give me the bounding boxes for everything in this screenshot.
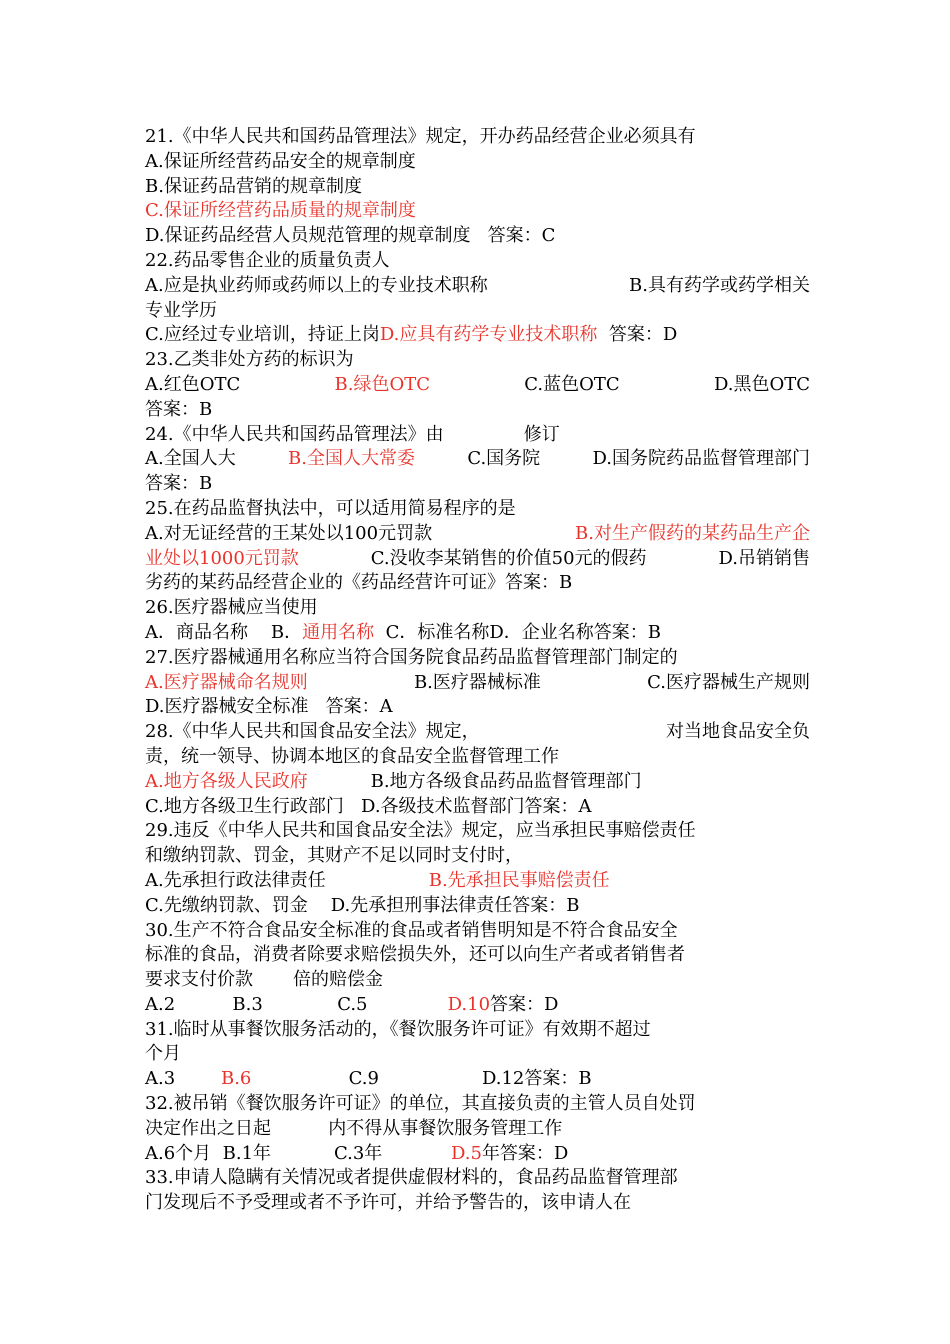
answer-highlight-text: B.6 — [220, 1068, 252, 1090]
text-line — [145, 671, 810, 696]
text-segment: 答案：D — [597, 324, 678, 346]
answer-highlight-text: D.应具有药学专业技术职称 — [379, 324, 598, 346]
text-segment: A.先承担行政法律责任 — [145, 869, 326, 891]
text-segment: 要求支付价款 — [145, 969, 253, 991]
text-segment: 对当地食品安全负 — [666, 721, 810, 743]
text-segment: 年答案：D — [481, 1142, 569, 1164]
answer-highlight-text: B.对生产假药的某药品生产企 — [575, 522, 810, 544]
text-line — [145, 646, 810, 671]
text-segment: B.具有药学或药学相关 — [629, 274, 810, 296]
text-line — [145, 373, 810, 398]
text-segment: 33.申请人隐瞒有关情况或者提供虚假材料的，食品药品监督管理部 — [145, 1167, 678, 1189]
text-line — [145, 571, 810, 596]
text-line — [145, 1018, 810, 1043]
text-segment: 答案：B — [145, 398, 213, 420]
text-line — [145, 1191, 810, 1216]
text-segment: B.地方各级食品药品监督管理部门 — [307, 770, 642, 792]
text-segment: 答案：B — [145, 473, 213, 495]
text-line — [145, 150, 810, 175]
text-segment: A.红色OTC — [145, 373, 241, 395]
text-segment: 答案：C — [470, 225, 556, 247]
text-segment: 25.在药品监督执法中，可以适用简易程序的是 — [145, 497, 516, 519]
text-line — [145, 968, 810, 993]
text-line — [145, 447, 810, 472]
text-line — [145, 1067, 810, 1092]
text-segment: B.医疗器械标准 — [413, 671, 541, 693]
text-segment: C.医疗器械生产规则 — [647, 671, 810, 693]
text-segment: 答案：A — [308, 696, 393, 718]
text-line — [145, 125, 810, 150]
text-segment: 31.临时从事餐饮服务活动的，《餐饮服务许可证》有效期不超过 — [145, 1018, 651, 1040]
text-line — [145, 1092, 810, 1117]
text-line — [145, 175, 810, 200]
text-line — [145, 497, 810, 522]
text-segment: D.各级技术监督部门答案：A — [343, 795, 592, 817]
text-segment: C.地方各级卫生行政部门 — [145, 795, 344, 817]
text-segment: A.全国人大 — [145, 448, 236, 470]
text-segment: 决定作出之日起 — [145, 1117, 271, 1139]
text-segment: C.5 — [262, 993, 368, 1015]
text-segment: 修订 — [443, 423, 560, 445]
text-segment: 答案：D — [490, 993, 559, 1015]
answer-highlight-text: D.5 — [450, 1142, 482, 1164]
text-segment: 29.违反《中华人民共和国食品安全法》规定，应当承担民事赔偿责任 — [145, 820, 696, 842]
answer-highlight-text: C. — [145, 200, 164, 222]
text-segment: D.12答案：B — [378, 1068, 592, 1090]
text-line — [145, 596, 810, 621]
text-line — [145, 398, 810, 423]
answer-highlight-text: 通用名称 — [302, 621, 375, 643]
text-segment: D.吊销销售 — [718, 547, 810, 569]
text-segment: C.应经过专业培训，持证上岗 — [145, 324, 380, 346]
text-segment: C.3年 — [271, 1142, 383, 1164]
text-segment: 劣药的某药品经营企业的《药品经营许可证》答案：B — [145, 572, 573, 594]
text-segment — [368, 993, 448, 1018]
answer-highlight-text: D.10 — [447, 993, 491, 1015]
text-line — [145, 745, 810, 770]
text-segment: 32.被吊销《餐饮服务许可证》的单位，其直接负责的主管人员自处罚 — [145, 1093, 696, 1115]
text-segment: C.蓝色OTC — [524, 373, 620, 395]
text-segment: 21.《中华人民共和国药品管理法》规定，开办药品经营企业必须具有 — [145, 126, 696, 147]
text-segment: A.3 — [145, 1068, 176, 1090]
text-line — [145, 993, 810, 1018]
text-segment: D.医疗器械安全标准 — [145, 696, 309, 718]
text-segment: C.国务院 — [467, 448, 541, 470]
text-segment: A．商品名称 — [145, 621, 248, 643]
answer-highlight-text: B.全国人大常委 — [288, 448, 415, 470]
text-line — [145, 1166, 810, 1191]
text-line — [145, 1042, 810, 1067]
text-segment: A.2 — [145, 993, 176, 1015]
text-segment: 27.医疗器械通用名称应当符合国务院食品药品监督管理部门制定的 — [145, 646, 678, 668]
text-segment: 内不得从事餐饮服务管理工作 — [271, 1117, 563, 1139]
text-segment: A.6个月 — [145, 1142, 212, 1164]
text-line — [145, 621, 810, 646]
text-segment: D.保证药品经营人员规范管理的规章制度 — [145, 225, 471, 247]
text-segment: 28.《中华人民共和国食品安全法》规定， — [145, 721, 480, 743]
text-line — [145, 1117, 810, 1142]
text-line — [145, 844, 810, 869]
text-segment: B.3 — [175, 993, 263, 1015]
text-line — [145, 943, 810, 968]
text-segment: 22.药品零售企业的质量负责人 — [145, 249, 390, 271]
text-line — [145, 423, 810, 448]
text-segment: 23.乙类非处方药的标识为 — [145, 349, 354, 371]
answer-highlight-text: B.绿色OTC — [334, 373, 431, 395]
text-segment: 责，统一领导、协调本地区的食品安全监督管理工作 — [145, 745, 559, 767]
text-line — [145, 547, 810, 572]
text-segment: 和缴纳罚款、罚金，其财产不足以同时支付时， — [145, 845, 523, 867]
text-segment: B.保证药品营销的规章制度 — [145, 175, 362, 197]
text-line — [145, 224, 810, 249]
answer-highlight-text: 业处以1000元罚款 — [145, 547, 299, 569]
text-line — [145, 323, 810, 348]
answer-highlight-text: 保证所经营药品质量的规章制度 — [163, 200, 416, 222]
text-segment: C.先缴纳罚款、罚金 — [145, 894, 308, 916]
text-segment: C.9 — [251, 1068, 379, 1090]
text-line — [145, 249, 810, 274]
text-line — [145, 770, 810, 795]
text-segment: 个月 — [145, 1043, 181, 1065]
text-segment: D.国务院药品监督管理部门 — [592, 448, 810, 470]
text-segment: C.没收李某销售的价值50元的假药 — [370, 547, 647, 569]
text-segment — [382, 1142, 451, 1167]
text-line — [145, 299, 810, 324]
text-line — [145, 695, 810, 720]
text-line — [145, 199, 810, 224]
text-line — [145, 472, 810, 497]
text-segment: D．企业名称答案：B — [489, 621, 662, 643]
answer-highlight-text: A.地方各级人民政府 — [145, 770, 308, 792]
answer-highlight-text: B.先承担民事赔偿责任 — [428, 869, 610, 891]
text-line — [145, 919, 810, 944]
answer-highlight-text: A.医疗器械命名规则 — [145, 671, 308, 693]
text-segment: 门发现后不予受理或者不予许可，并给予警告的，该申请人在 — [145, 1192, 631, 1214]
text-line — [145, 1142, 810, 1167]
text-segment: A.对无证经营的王某处以100元罚款 — [145, 522, 433, 544]
text-segment: B.1年 — [211, 1142, 272, 1164]
text-segment: 专业学历 — [145, 299, 217, 321]
text-segment: D.黑色OTC — [713, 373, 810, 395]
text-segment: D.先承担刑事法律责任答案：B — [307, 894, 580, 916]
text-segment: 倍的赔偿金 — [253, 969, 384, 991]
text-segment: B． — [248, 621, 303, 643]
text-line — [145, 522, 810, 547]
text-line — [145, 869, 810, 894]
text-segment — [326, 869, 429, 894]
text-segment: A.应是执业药师或药师以上的专业技术职称 — [145, 274, 488, 296]
text-segment: C．标准名称 — [374, 621, 490, 643]
text-segment: A.保证所经营药品安全的规章制度 — [145, 150, 416, 172]
text-line — [145, 819, 810, 844]
text-segment: 24.《中华人民共和国药品管理法》由 — [145, 423, 444, 445]
question-text-block — [145, 125, 810, 1216]
text-segment: 26.医疗器械应当使用 — [145, 597, 318, 619]
text-line — [145, 894, 810, 919]
text-line — [145, 795, 810, 820]
text-segment: 标准的食品，消费者除要求赔偿损失外，还可以向生产者或者销售者 — [145, 944, 685, 966]
text-segment — [175, 1067, 221, 1092]
text-segment: 30.生产不符合食品安全标准的食品或者销售明知是不符合食品安全 — [145, 919, 678, 941]
text-line — [145, 720, 810, 745]
text-line — [145, 348, 810, 373]
text-line — [145, 274, 810, 299]
